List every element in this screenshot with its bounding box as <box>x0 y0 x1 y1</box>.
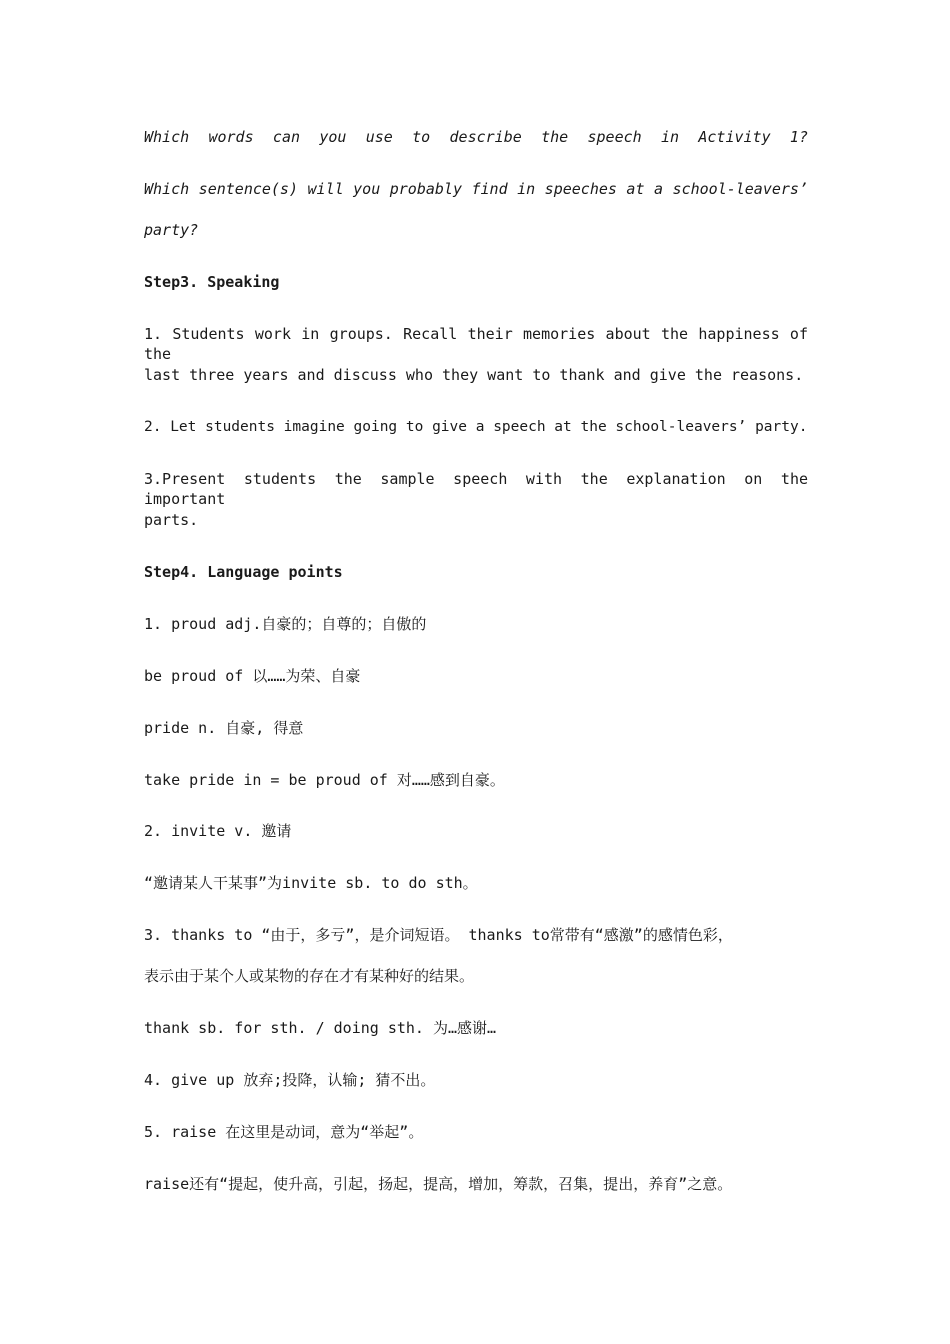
point-2-usage: “邀请某人干某事”为invite sb. to do sth。 <box>144 874 478 892</box>
question-2-line-2: party? <box>144 221 199 239</box>
step3-item-3-line-2: parts. <box>144 511 199 529</box>
step3-item-2: 2. Let students imagine going to give a speech at the school-leavers’ party. <box>144 419 808 435</box>
point-1-proud: 1. proud adj.自豪的；自尊的；自傲的 <box>144 615 427 633</box>
step3-item-1-line-2: last three years and discuss who they want to thank and give the reasons. <box>144 366 804 384</box>
point-2-invite: 2. invite v. 邀请 <box>144 822 292 840</box>
point-5-raise-more: raise还有“提起，使升高，引起，扬起，提高，增加，筹款，召集，提出，养育”之意。 <box>144 1175 733 1193</box>
point-3-thanks-to-line-2: 表示由于某个人或某物的存在才有某种好的结果。 <box>144 967 475 985</box>
point-3-thanks-to-line-1: 3. thanks to “由于，多亏”，是介词短语。 thanks to常带有“感激”的感情色彩， <box>144 926 733 944</box>
question-2-line-1: Which sentence(s) will you probably find in speeches at a school-leavers’ <box>144 180 808 198</box>
step3-item-3-line-1: 3.Present students the sample speech with the explanation on the important <box>144 470 808 508</box>
point-1-take-pride: take pride in = be proud of 对……感到自豪。 <box>144 771 505 789</box>
point-3-usage: thank sb. for sth. / doing sth. 为…感谢… <box>144 1019 497 1037</box>
point-1-phrase: be proud of 以……为荣、自豪 <box>144 667 361 685</box>
point-4-give-up: 4. give up 放弃;投降，认输; 猜不出。 <box>144 1071 436 1089</box>
step3-heading: Step3. Speaking <box>144 273 280 291</box>
point-1-noun: pride n. 自豪, 得意 <box>144 719 304 737</box>
question-1: Which words can you use to describe the speech in Activity 1? <box>144 128 808 146</box>
step4-heading: Step4. Language points <box>144 563 343 581</box>
point-5-raise: 5. raise 在这里是动词，意为“举起”。 <box>144 1123 424 1141</box>
step3-item-1-line-1: 1. Students work in groups. Recall their memories about the happiness of the <box>144 325 808 363</box>
